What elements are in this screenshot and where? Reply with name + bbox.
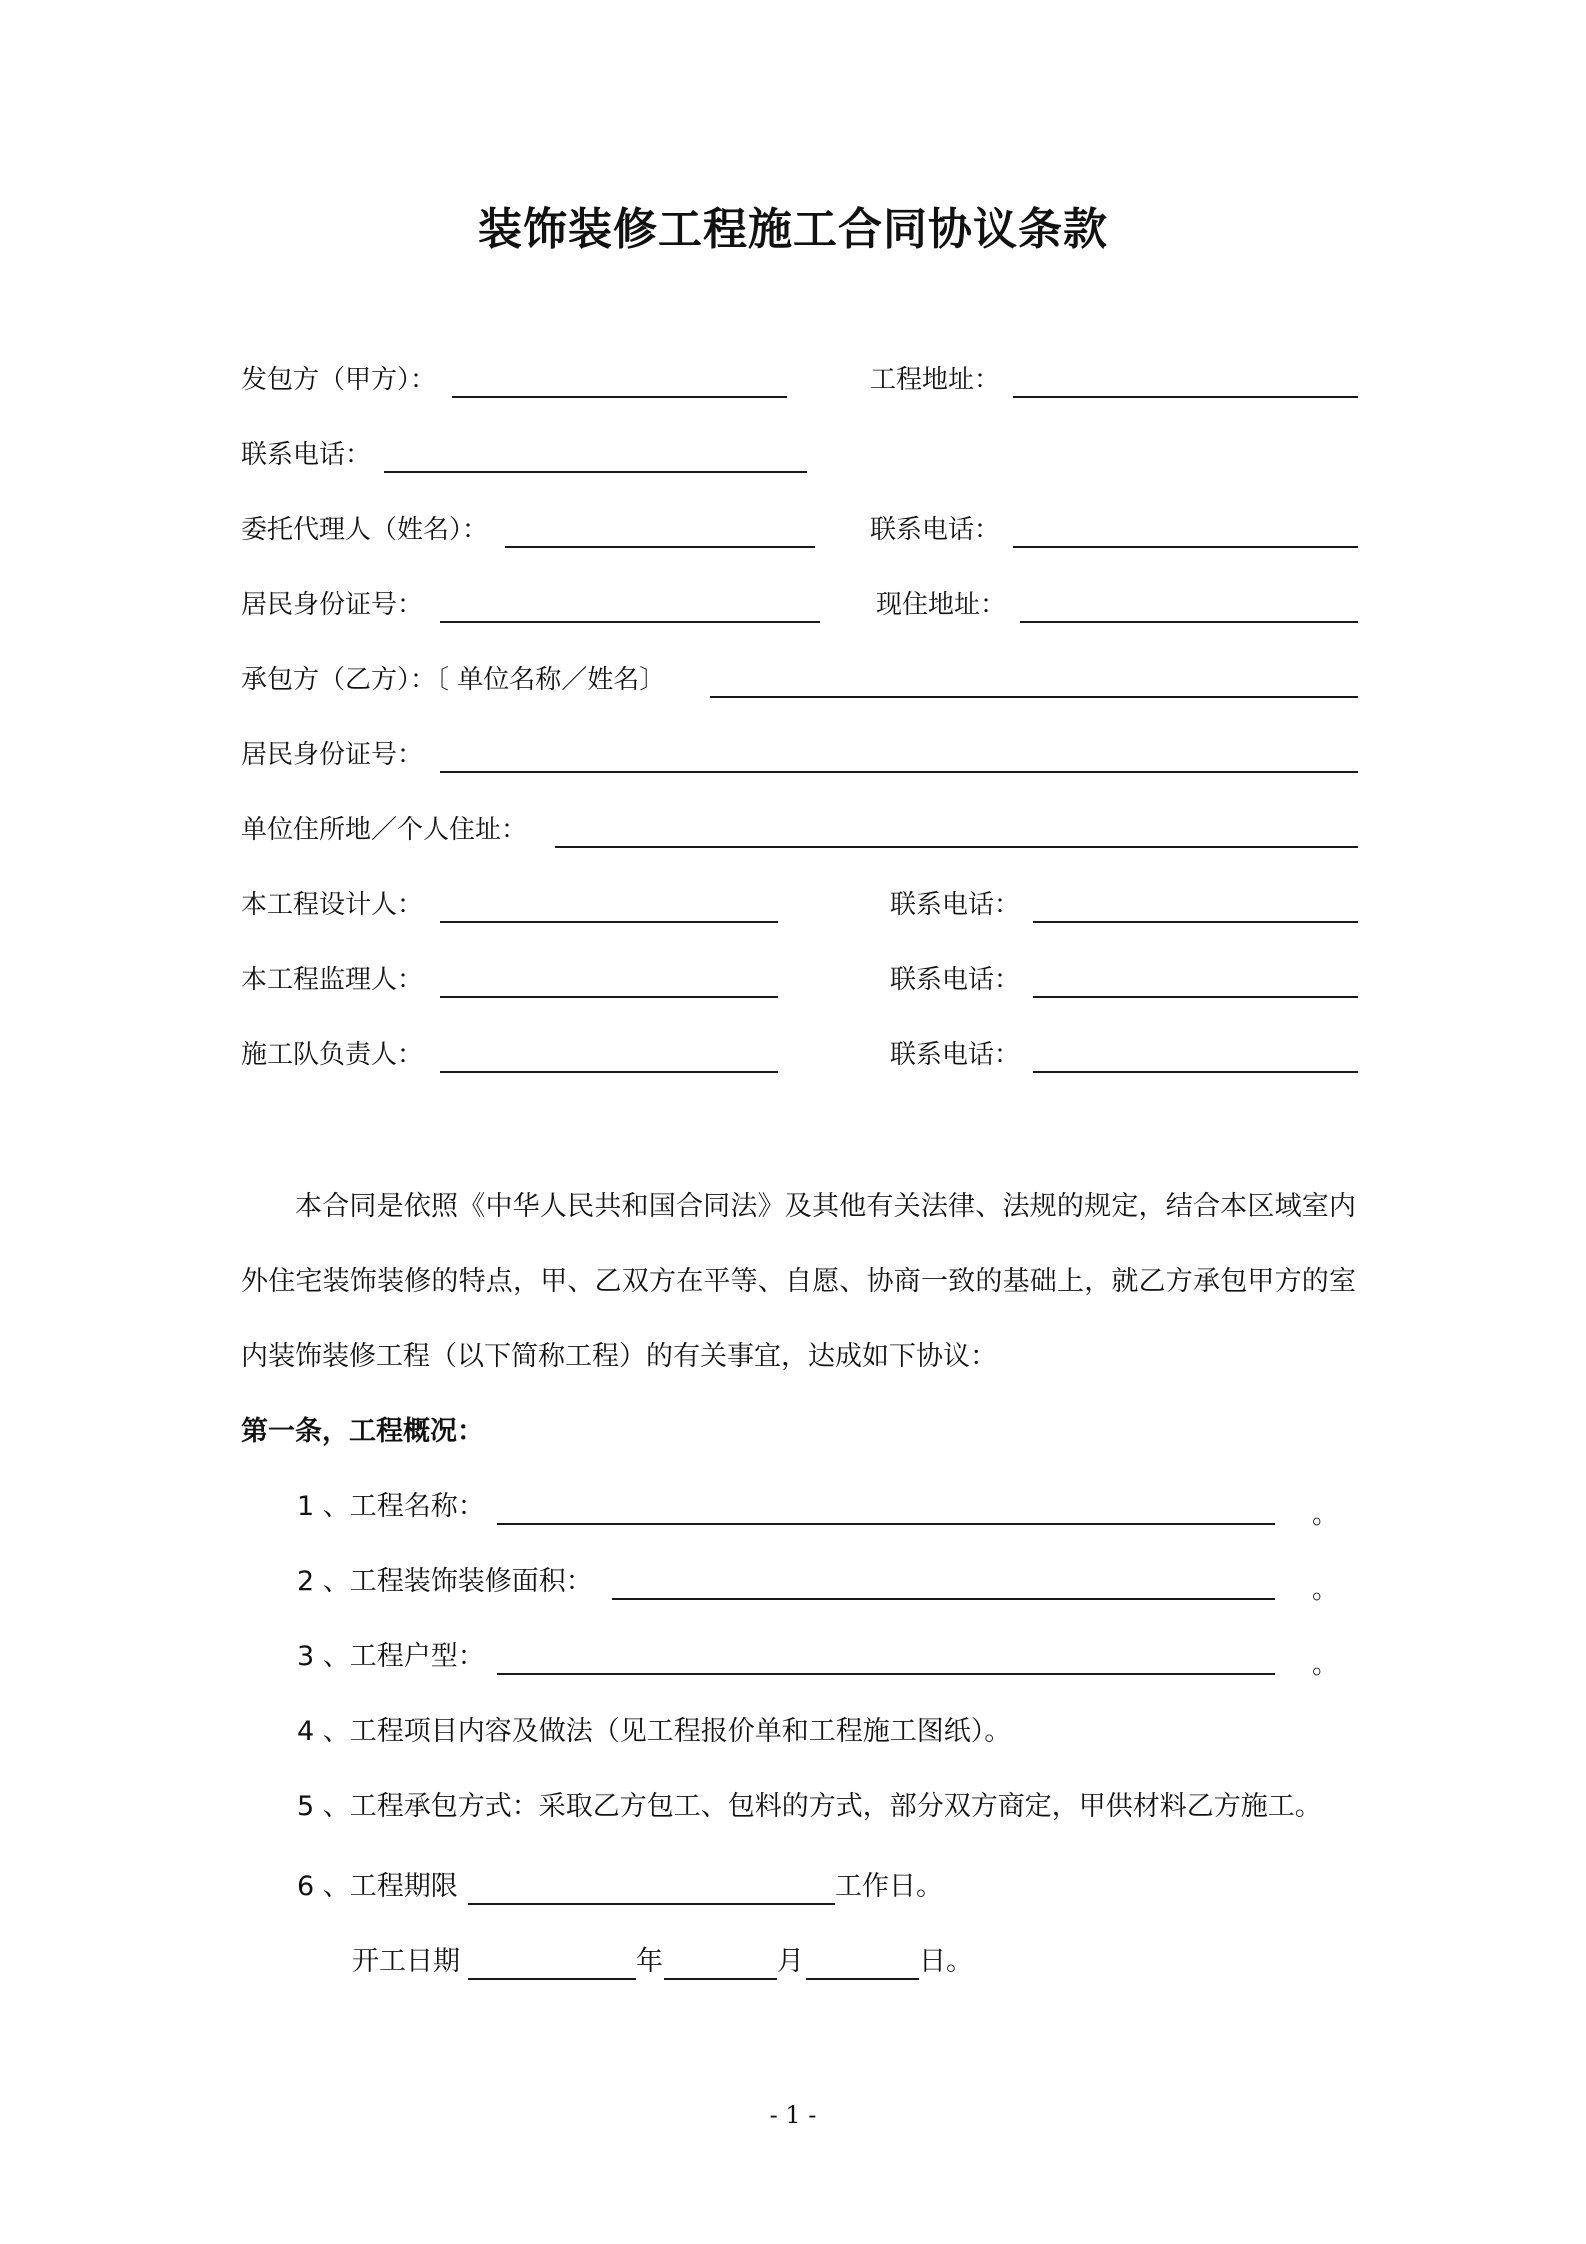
project-area-field[interactable]	[612, 1598, 1275, 1600]
day-label: 日。	[919, 1946, 973, 1977]
party-a-label: 发包方（甲方）：	[241, 365, 437, 395]
designer-field[interactable]	[440, 921, 778, 923]
id-number-a-field[interactable]	[440, 621, 820, 623]
project-address-field[interactable]	[1013, 396, 1358, 398]
start-date-label: 开工日期	[352, 1946, 460, 1977]
item2-label: 2 、工程装饰装修面积：	[297, 1566, 593, 1597]
supervisor-phone-label: 联系电话：	[890, 965, 1021, 995]
unit-address-label: 单位住所地／个人住址：	[241, 815, 528, 845]
year-label: 年	[636, 1946, 663, 1977]
team-leader-label: 施工队负责人：	[241, 1040, 424, 1070]
project-name-field[interactable]	[497, 1523, 1275, 1525]
team-leader-field[interactable]	[440, 1071, 778, 1073]
team-leader-phone-label: 联系电话：	[890, 1040, 1021, 1070]
house-type-field[interactable]	[497, 1673, 1275, 1675]
start-month-field[interactable]	[664, 1978, 777, 1980]
contact-phone-a-label: 联系电话：	[241, 440, 372, 470]
contact-phone-a-field[interactable]	[384, 471, 807, 473]
item4-text: 4 、工程项目内容及做法（见工程报价单和工程施工图纸）。	[297, 1716, 1012, 1747]
agent-field[interactable]	[505, 546, 815, 548]
designer-phone-label: 联系电话：	[890, 890, 1021, 920]
project-period-field[interactable]	[468, 1903, 835, 1905]
item3-period: 。	[1312, 1650, 1339, 1680]
project-address-label: 工程地址：	[870, 365, 1001, 395]
id-number-b-field[interactable]	[440, 771, 1358, 773]
item2-period: 。	[1312, 1575, 1339, 1605]
current-address-field[interactable]	[1020, 621, 1358, 623]
party-b-label: 承包方（乙方）：〔 单位名称／姓名〕	[241, 665, 666, 695]
designer-phone-field[interactable]	[1033, 921, 1358, 923]
supervisor-label: 本工程监理人：	[241, 965, 424, 995]
intro-paragraph: 本合同是依照《中华人民共和国合同法》及其他有关法律、法规的规定，结合本区域室内外住宅装饰装修的特点，甲、乙双方在平等、自愿、协商一致的基础上，就乙方承包甲方的室内装饰装修工程（以下简称工程）的有关事宜，达成如下协议：	[241, 1191, 1356, 1372]
item1-label: 1 、工程名称：	[297, 1491, 485, 1522]
document-title: 装饰装修工程施工合同协议条款	[478, 204, 1108, 255]
agent-label: 委托代理人（姓名）：	[241, 515, 489, 545]
page-number: - 1 -	[769, 2101, 817, 2129]
agent-phone-label: 联系电话：	[870, 515, 1001, 545]
supervisor-field[interactable]	[440, 996, 778, 998]
start-day-field[interactable]	[806, 1978, 919, 1980]
current-address-label: 现住地址：	[876, 590, 1007, 620]
id-number-a-label: 居民身份证号：	[241, 590, 424, 620]
id-number-b-label: 居民身份证号：	[241, 740, 424, 770]
item1-period: 。	[1312, 1500, 1339, 1530]
start-year-field[interactable]	[468, 1978, 636, 1980]
item6-label: 6 、工程期限	[297, 1871, 458, 1902]
item3-label: 3 、工程户型：	[297, 1641, 485, 1672]
unit-address-field[interactable]	[555, 846, 1358, 848]
party-a-field[interactable]	[452, 396, 787, 398]
item6-suffix: 工作日。	[835, 1871, 943, 1902]
item5-text: 5 、工程承包方式：采取乙方包工、包料的方式，部分双方商定，甲供材料乙方施工。	[297, 1791, 1322, 1822]
month-label: 月	[777, 1946, 804, 1977]
article1-heading: 第一条，工程概况：	[241, 1416, 484, 1447]
agent-phone-field[interactable]	[1013, 546, 1358, 548]
team-leader-phone-field[interactable]	[1033, 1071, 1358, 1073]
supervisor-phone-field[interactable]	[1033, 996, 1358, 998]
party-b-field[interactable]	[710, 696, 1358, 698]
designer-label: 本工程设计人：	[241, 890, 424, 920]
